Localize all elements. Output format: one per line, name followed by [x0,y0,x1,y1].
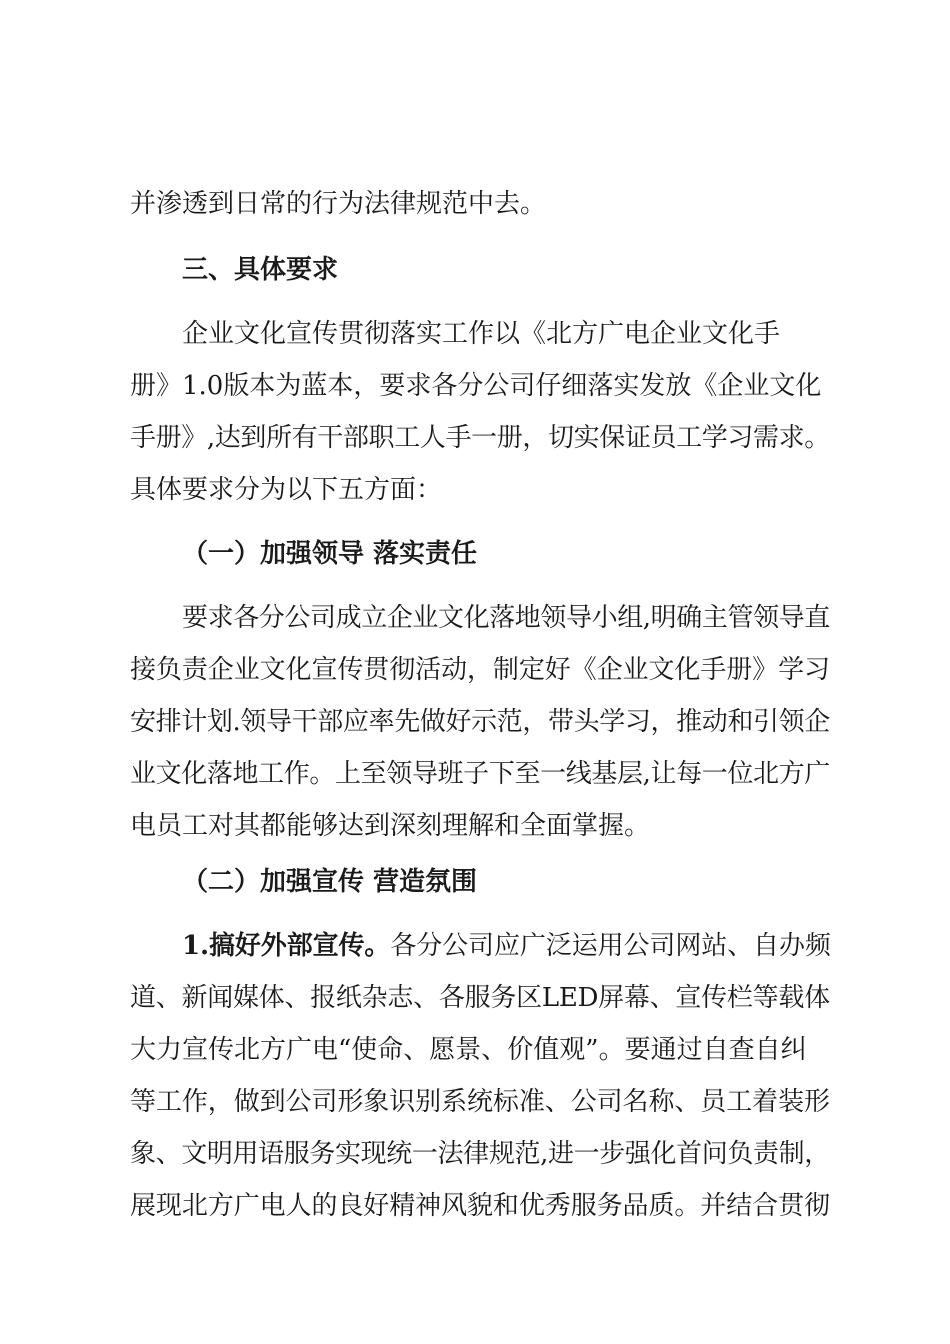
paragraph-line: 道、新闻媒体、报纸杂志、各服务区LED屏幕、宣传栏等载体 [130,983,830,1013]
paragraph-line: 接负责企业文化宣传贯彻活动，制定好《企业文化手册》学习 [130,655,830,685]
paragraph-line: 手册》,达到所有干部职工人手一册，切实保证员工学习需求。 [130,423,830,453]
subsection-heading: （一）加强领导 落实责任 [182,539,478,569]
paragraph-line: 册》1.0版本为蓝本，要求各分公司仔细落实发放《企业文化 [130,371,822,401]
section-heading: 三、具体要求 [182,255,339,285]
paragraph-line: 安排计划.领导干部应率先做好示范，带头学习，推动和引领企 [130,707,830,737]
paragraph-line: 展现北方广电人的良好精神风貌和优秀服务品质。并结合贯彻 [130,1191,830,1221]
paragraph-line: 电员工对其都能够达到深刻理解和全面掌握。 [130,811,651,841]
paragraph-line: 具体要求分为以下五方面： [130,475,443,505]
item-lead: 1.搞好外部宣传。 [182,931,391,961]
paragraph-line: 象、文明用语服务实现统一法律规范,进一步强化首问负责制， [130,1139,830,1169]
paragraph-line: 并渗透到日常的行为法律规范中去。 [130,189,547,219]
paragraph-line: 等工作，做到公司形象识别系统标准、公司名称、员工着装形 [130,1087,830,1117]
paragraph-line: 企业文化宣传贯彻落实工作以《北方广电企业文化手 [182,319,781,349]
paragraph-line: 大力宣传北方广电“使命、愿景、价值观”。要通过自查自纠 [130,1035,807,1065]
subsection-heading: （二）加强宣传 营造氛围 [182,867,478,897]
paragraph-line-with-lead [182,928,830,964]
item-text: 各分公司应广泛运用公司网站、自办频 [390,931,831,961]
paragraph-line: 要求各分公司成立企业文化落地领导小组,明确主管领导直 [182,603,830,633]
paragraph-line: 业文化落地工作。上至领导班子下至一线基层,让每一位北方广 [130,759,830,789]
